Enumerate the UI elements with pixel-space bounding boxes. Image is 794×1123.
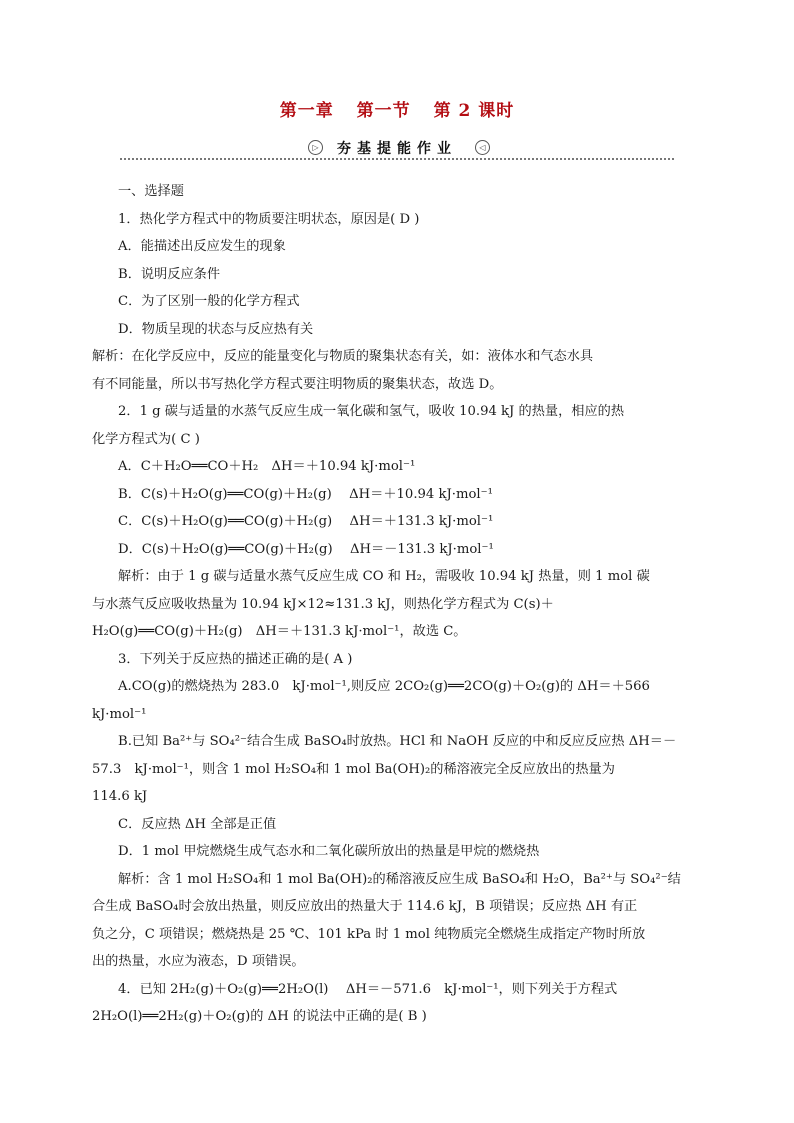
section-label: 第一节 xyxy=(356,101,411,121)
q1-analysis-line2: 有不同能量，所以书写热化学方程式要注明物质的聚集状态，故选 D。 xyxy=(92,376,503,392)
q3-stem: 3．下列关于反应热的描述正确的是( A ) xyxy=(118,651,353,667)
q2-option-c: C．C(s)＋H₂O(g)══CO(g)＋H₂(g) ΔH＝＋131.3 kJ·mol⁻¹ xyxy=(118,514,494,529)
q2-stem-line1: 2．1 g 碳与适量的水蒸气反应生成一氧化碳和氢气，吸收 10.94 kJ 的热量，相应的热 xyxy=(118,404,625,419)
ornament-left-icon: ▷ xyxy=(308,140,323,155)
page-title xyxy=(0,96,794,121)
q1-option-a: A．能描述出反应发生的现象 xyxy=(118,239,286,254)
q2-analysis-line3: H₂O(g)══CO(g)＋H₂(g) ΔH＝＋131.3 kJ·mol⁻¹，故选 C。 xyxy=(92,624,467,639)
q3-option-c: C．反应热 ΔH 全部是正值 xyxy=(118,816,277,832)
lesson-label: 第 2 课时 xyxy=(433,101,515,121)
q3-analysis-line2: 合生成 BaSO₄时会放出热量，则反应放出的热量大于 114.6 kJ，B 项错误；反应热 ΔH 有正 xyxy=(92,899,638,914)
q3-option-b-line3: 114.6 kJ xyxy=(92,789,148,804)
q3-analysis-line1: 解析：含 1 mol H₂SO₄和 1 mol Ba(OH)₂的稀溶液反应生成 BaSO₄和 H₂O，Ba²⁺与 SO₄²⁻结 xyxy=(118,871,681,887)
q3-analysis-line4: 出的热量，水应为液态，D 项错误。 xyxy=(92,954,305,969)
q3-analysis-line3: 负之分，C 项错误；燃烧热是 25 ℃、101 kPa 时 1 mol 纯物质完全燃烧生成指定产物时所放 xyxy=(92,926,646,942)
q3-option-a-line1: A.CO(g)的燃烧热为 283.0 kJ·mol⁻¹,则反应 2CO₂(g)══2CO(g)＋O₂(g)的 ΔH＝＋566 xyxy=(118,679,650,694)
dotted-divider xyxy=(120,158,674,160)
q2-analysis-line1: 解析：由于 1 g 碳与适量水蒸气反应生成 CO 和 H₂，需吸收 10.94 kJ 热量，则 1 mol 碳 xyxy=(118,569,650,584)
ornament-right-icon: ◁ xyxy=(475,140,490,155)
q1-option-c: C．为了区别一般的化学方程式 xyxy=(118,294,300,309)
q4-stem-line1: 4．已知 2H₂(g)＋O₂(g)══2H₂O(l) ΔH＝－571.6 kJ·mol⁻¹，则下列关于方程式 xyxy=(118,981,618,997)
q1-analysis-line1: 解析：在化学反应中，反应的能量变化与物质的聚集状态有关，如：液体水和气态水具 xyxy=(92,349,594,364)
banner-label: 夯基提能作业 xyxy=(331,138,463,158)
section-heading: 一、选择题 xyxy=(118,184,184,199)
document-body xyxy=(92,178,681,1031)
q1-option-b: B．说明反应条件 xyxy=(118,266,221,282)
q3-option-d: D．1 mol 甲烷燃烧生成气态水和二氧化碳所放出的热量是甲烷的燃烧热 xyxy=(118,844,540,859)
q3-option-a-line2: kJ·mol⁻¹ xyxy=(92,706,147,722)
q2-stem-line2: 化学方程式为( C ) xyxy=(92,431,200,447)
chapter-label: 第一章 xyxy=(279,101,334,121)
q1-option-d: D．物质呈现的状态与反应热有关 xyxy=(118,321,314,337)
q3-option-b-line1: B.已知 Ba²⁺与 SO₄²⁻结合生成 BaSO₄时放热。HCl 和 NaOH 反应的中和反应反应热 ΔH＝－ xyxy=(118,734,677,749)
q3-option-b-line2: 57.3 kJ·mol⁻¹，则含 1 mol H₂SO₄和 1 mol Ba(OH)₂的稀溶液完全反应放出的热量为 xyxy=(92,761,615,777)
q4-stem-line2: 2H₂O(l)══2H₂(g)＋O₂(g)的 ΔH 的说法中正确的是( B ) xyxy=(92,1009,427,1024)
q1-stem: 1．热化学方程式中的物质要注明状态，原因是( D ) xyxy=(118,211,420,227)
q2-analysis-line2: 与水蒸气反应吸收热量为 10.94 kJ×12≈131.3 kJ，则热化学方程式为 C(s)＋ xyxy=(92,596,554,612)
exercise-banner xyxy=(120,136,674,162)
q2-option-d: D．C(s)＋H₂O(g)══CO(g)＋H₂(g) ΔH＝－131.3 kJ·mol⁻¹ xyxy=(118,541,494,557)
q2-option-a: A．C＋H₂O══CO＋H₂ ΔH＝＋10.94 kJ·mol⁻¹ xyxy=(118,459,416,474)
q2-option-b: B．C(s)＋H₂O(g)══CO(g)＋H₂(g) ΔH＝＋10.94 kJ·mol⁻¹ xyxy=(118,486,493,502)
